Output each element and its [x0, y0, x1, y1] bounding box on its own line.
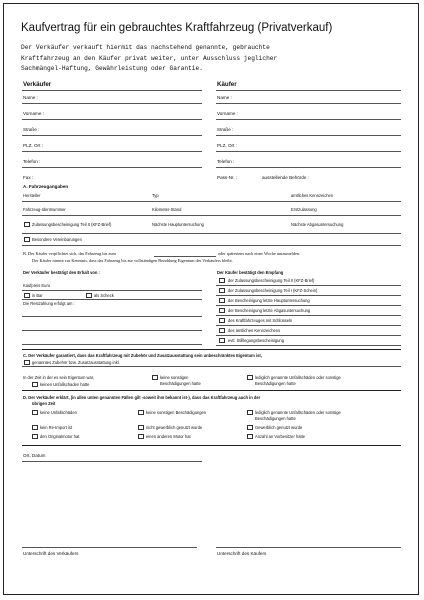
- seller-city-field[interactable]: [22, 151, 202, 152]
- buyer-authority-label: ausstellende Behörde :: [262, 175, 309, 180]
- seller-name-label: Name :: [23, 95, 38, 100]
- buyer-pass-label: Pass-Nr. :: [217, 175, 238, 180]
- buyer-heading: Käufer: [217, 81, 237, 88]
- no-reimport-label: kein Re-Import ist: [40, 425, 73, 430]
- buyer-city-label: PLZ, Ort :: [217, 143, 237, 148]
- receipt-item: der Bescheinigung letzte Hauptuntersuchung: [228, 298, 310, 303]
- rest-payment-line-2[interactable]: [22, 330, 202, 331]
- not-commercial-label: nicht gewerblich genutzt wurde: [146, 425, 203, 430]
- named-damage-label: lediglich genannte Unfallschäden oder sonstige: [255, 375, 341, 380]
- intro-line: Kraftfahrzeug an den Käufer privat weiter, unter Ausschluss jeglicher: [21, 54, 278, 62]
- registration-certificate-checkbox[interactable]: [24, 222, 30, 227]
- no-other-damages-checkbox[interactable]: [138, 410, 144, 415]
- buyer-firstname-label: Vorname :: [217, 111, 238, 116]
- previous-owners-checkbox[interactable]: [247, 434, 253, 439]
- named-damages-checkbox[interactable]: [247, 410, 253, 415]
- rest-payment-line-3[interactable]: [22, 344, 202, 345]
- cash-label: in Bar: [32, 293, 43, 298]
- section-b-line2: Der Käufer nimmt zur Kenntnis, dass das Fahrzeug bis zur vollständigen Bezahlung Eigentum des Verkäufers bleibt.: [32, 258, 233, 263]
- cheque-checkbox[interactable]: [86, 293, 92, 298]
- intro-text: [21, 43, 406, 75]
- cash-checkbox[interactable]: [24, 293, 30, 298]
- named-damages-label-2: Beschädigungen hatte: [255, 416, 296, 421]
- accessories-checkbox[interactable]: [24, 360, 30, 365]
- place-date-field[interactable]: [22, 461, 202, 462]
- original-engine-checkbox[interactable]: [32, 434, 38, 439]
- section-b-line1-end: oder spätestens nach einer Woche umzumelden.: [218, 251, 301, 256]
- no-accident-damage-label: keine Unfallschäden: [40, 410, 77, 415]
- buyer-name-field[interactable]: [216, 103, 401, 104]
- receipt-checkbox[interactable]: [219, 308, 225, 313]
- price-field[interactable]: [22, 290, 202, 291]
- rest-payment-line-1[interactable]: [22, 316, 202, 317]
- receipt-item: der Zulassungsbescheinigung Teil II (KFZ-Brief): [228, 278, 315, 283]
- next-emission-test-label: Nächste Abgasuntersuchung: [291, 222, 344, 227]
- seller-name-field[interactable]: [22, 103, 202, 104]
- vehicle-row2-line[interactable]: [22, 215, 401, 216]
- buyer-phone-label: Telefon :: [217, 159, 235, 164]
- seller-signature-label: Unterschrift des Verkäufers: [23, 551, 79, 556]
- receipt-checkbox[interactable]: [219, 318, 225, 323]
- seller-city-label: PLZ, Ort :: [23, 143, 43, 148]
- type-label: Typ: [152, 193, 159, 198]
- buyer-signature-line[interactable]: [216, 547, 401, 548]
- section-c-heading: C. Der Verkäufer garantiert, dass das Kraftfahrzeug mit Zubehör und Zusatzausstattung sein unbeschränktes Eigentum ist,: [23, 353, 262, 358]
- no-accident-damage-checkbox[interactable]: [32, 410, 38, 415]
- no-accident-checkbox[interactable]: [32, 382, 38, 387]
- buyer-name-label: Name :: [217, 95, 232, 100]
- other-engine-label: einen anderen Motor hat: [146, 434, 191, 439]
- price-label: Kaufpreis Euro: [23, 283, 51, 288]
- no-accident-label: keinen Unfallschaden hatte: [40, 382, 90, 387]
- seller-street-field[interactable]: [22, 135, 202, 136]
- seller-phone-label: Telefon :: [23, 159, 41, 164]
- not-commercial-checkbox[interactable]: [138, 425, 144, 430]
- no-other-damages-label: keine sonstigen Beschädigungen: [146, 410, 207, 415]
- no-other-damage-label: keine sonstigen: [160, 375, 189, 380]
- receipt-checkbox[interactable]: [219, 328, 225, 333]
- receipt-checkbox[interactable]: [219, 288, 225, 293]
- seller-confirms-heading: Der Verkäufer bestätigt den Erhalt von :: [23, 270, 100, 275]
- receipt-item: evtl. Stilllegungsbescheinigung: [228, 338, 284, 343]
- no-reimport-checkbox[interactable]: [32, 425, 38, 430]
- buyer-street-field[interactable]: [216, 135, 401, 136]
- contract-page: [3, 3, 419, 595]
- rest-payment-label: Die Restzahlung erfolgt am :: [23, 301, 75, 306]
- seller-phone-field[interactable]: [22, 167, 202, 168]
- named-damages-label: lediglich genannte Unfallschäden oder sonstige: [255, 410, 341, 415]
- receipt-item: des amtlichen Kennzeichens: [228, 328, 281, 333]
- seller-signature-line[interactable]: [22, 547, 197, 548]
- buyer-firstname-field[interactable]: [216, 119, 401, 120]
- seller-firstname-label: Vorname :: [23, 111, 44, 116]
- previous-owners-label: Anzahl an Vorbesitzer hatte: [255, 434, 306, 439]
- receipt-checkbox[interactable]: [219, 338, 225, 343]
- no-other-damage-checkbox[interactable]: [152, 375, 158, 380]
- seller-street-label: Straße :: [23, 127, 40, 132]
- page-title: Kaufvertrag für ein gebrauchtes Kraftfahrzeug (Privatverkauf): [21, 22, 333, 34]
- intro-line: Der Verkäufer verkauft hiermit das nachstehend genannte, gebrauchte: [21, 44, 270, 51]
- reregistration-date-field[interactable]: [154, 256, 216, 257]
- buyer-signature-label: Unterschrift des Käufers: [217, 551, 267, 556]
- seller-heading: Verkäufer: [23, 81, 52, 88]
- buyer-confirms-heading: Der Käufer bestätigt den Empfang: [217, 270, 284, 275]
- section-d-heading-2: übrigen Zeit: [32, 401, 56, 406]
- vin-label: Fahrzeug-Identnummer: [23, 207, 66, 212]
- receipt-item: der Zulassungsbescheinigung Teil I (KFZ-Schein): [228, 288, 318, 293]
- commercial-checkbox[interactable]: [247, 425, 253, 430]
- next-inspection-label: Nächste Hauptuntersuchung: [152, 222, 204, 227]
- vehicle-row1-line[interactable]: [22, 201, 401, 202]
- license-plate-label: amtliches Kennzeichen: [291, 193, 334, 198]
- original-engine-label: den Originalmotor hat: [40, 434, 80, 439]
- vehicle-section-heading: A. Fahrzeugangaben: [23, 184, 69, 189]
- other-engine-checkbox[interactable]: [138, 434, 144, 439]
- seller-firstname-field[interactable]: [22, 119, 202, 120]
- receipt-checkbox[interactable]: [219, 298, 225, 303]
- receipt-checkbox[interactable]: [219, 278, 225, 283]
- no-other-damage-label-2: Beschädigungen hatte: [160, 381, 201, 386]
- buyer-city-field[interactable]: [216, 151, 401, 152]
- first-registration-label: Erstzulassung: [291, 207, 317, 212]
- cheque-label: als Scheck: [94, 293, 114, 298]
- intro-line: Sachmängel-Haftung, Gewährleistung oder Garantie.: [21, 65, 203, 72]
- manufacturer-label: Hersteller: [23, 193, 41, 198]
- special-agreements-label: Besondere Vereinbarungen: [32, 237, 82, 242]
- place-date-label: Ort, Datum: [23, 453, 46, 458]
- ownership-period-label: In der Zeit in der es sein Eigentum war,: [23, 375, 94, 380]
- seller-fax-label: Fax :: [23, 175, 34, 180]
- mileage-label: Kilometer-Stand: [152, 207, 182, 212]
- section-d-heading: D. Der Verkäufer erklärt, (in allen unten genannten Fällen gilt -soweit ihm bekannt ist-), dass das Kraftfahrzeug auch in der: [23, 395, 261, 400]
- buyer-phone-field[interactable]: [216, 167, 401, 168]
- receipt-item: des Kraftfahrzeuges mit Schlüsseln: [228, 318, 293, 323]
- named-damage-checkbox[interactable]: [247, 375, 253, 380]
- buyer-street-label: Straße :: [217, 127, 234, 132]
- receipt-item: der Bescheinigung letzte Abgasuntersuchung: [228, 308, 311, 313]
- named-damage-label-2: Beschädigungen hatte: [255, 381, 296, 386]
- commercial-label: Gewerblich genutzt wurde: [255, 425, 303, 430]
- special-agreements-checkbox[interactable]: [24, 237, 30, 242]
- registration-certificate-label: Zulassungsbescheinigung Teil II (KFZ-Brief): [32, 222, 112, 227]
- accessories-field[interactable]: [22, 366, 401, 367]
- section-b-line1: B. Der Käufer verpflichtet sich, das Fahrzeug bis zum: [23, 251, 116, 256]
- special-agreements-line[interactable]: [22, 245, 401, 246]
- accessories-label: genanntes Zubehör bzw. Zusatzausstattung inkl.: [32, 360, 120, 365]
